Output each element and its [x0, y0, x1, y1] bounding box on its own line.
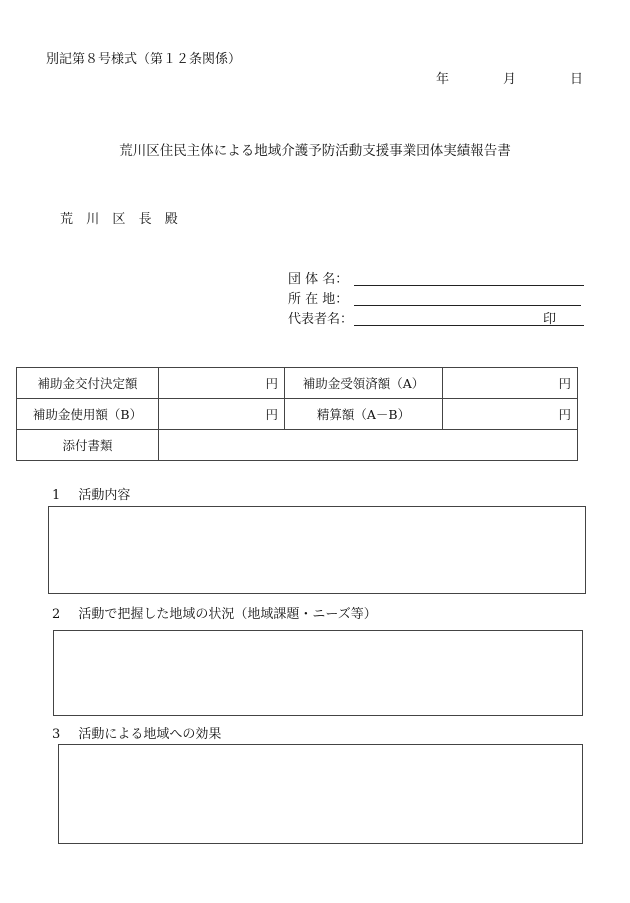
- representative-label: 代表者名：: [288, 312, 354, 327]
- date-month-label: 月: [503, 72, 517, 87]
- settlement-label: 精算額（A－B）: [285, 399, 443, 430]
- section-1-number: 1: [52, 488, 61, 503]
- section-3-textbox[interactable]: [58, 744, 583, 844]
- address-line: [354, 305, 581, 306]
- section-1-title: 活動内容: [78, 488, 131, 503]
- section-1-heading: [52, 484, 130, 503]
- amount-table: [16, 367, 578, 461]
- settlement-amount-cell[interactable]: 円: [443, 399, 578, 430]
- group-name-line: [354, 285, 584, 286]
- attachments-label: 添付書類: [17, 430, 159, 461]
- section-1-textbox[interactable]: [48, 506, 586, 594]
- date-day-label: 日: [570, 72, 584, 87]
- group-name-label: 団 体 名：: [288, 272, 349, 287]
- section-2-number: 2: [52, 607, 61, 622]
- form-number: 別記第８号様式（第１２条関係）: [46, 52, 242, 67]
- address-label: 所 在 地：: [288, 292, 349, 307]
- section-3-title: 活動による地域への効果: [78, 727, 222, 742]
- representative-field[interactable]: [288, 308, 584, 326]
- subsidy-decision-label: 補助金交付決定額: [17, 368, 159, 399]
- document-title: 荒川区住民主体による地域介護予防活動支援事業団体実績報告書: [119, 143, 511, 159]
- section-3-number: 3: [52, 727, 61, 742]
- table-row: [17, 368, 578, 399]
- subsidy-decision-amount-cell[interactable]: 円: [159, 368, 285, 399]
- subsidy-received-label: 補助金受領済額（A）: [285, 368, 443, 399]
- attachments-cell[interactable]: [159, 430, 578, 461]
- section-2-title: 活動で把握した地域の状況（地域課題・ニーズ等）: [78, 607, 377, 622]
- date-row: [0, 68, 630, 86]
- subsidy-used-label: 補助金使用額（B）: [17, 399, 159, 430]
- section-3-heading: [52, 723, 221, 742]
- date-year-label: 年: [436, 72, 450, 87]
- address-field[interactable]: [288, 288, 584, 306]
- table-row: [17, 430, 578, 461]
- section-2-heading: [52, 603, 377, 622]
- addressee: 荒 川 区 長 殿: [60, 212, 178, 227]
- seal-mark: 印: [542, 312, 556, 327]
- subsidy-used-amount-cell[interactable]: 円: [159, 399, 285, 430]
- section-2-textbox[interactable]: [53, 630, 583, 716]
- table-row: [17, 399, 578, 430]
- group-name-field[interactable]: [288, 268, 584, 286]
- subsidy-received-amount-cell[interactable]: 円: [443, 368, 578, 399]
